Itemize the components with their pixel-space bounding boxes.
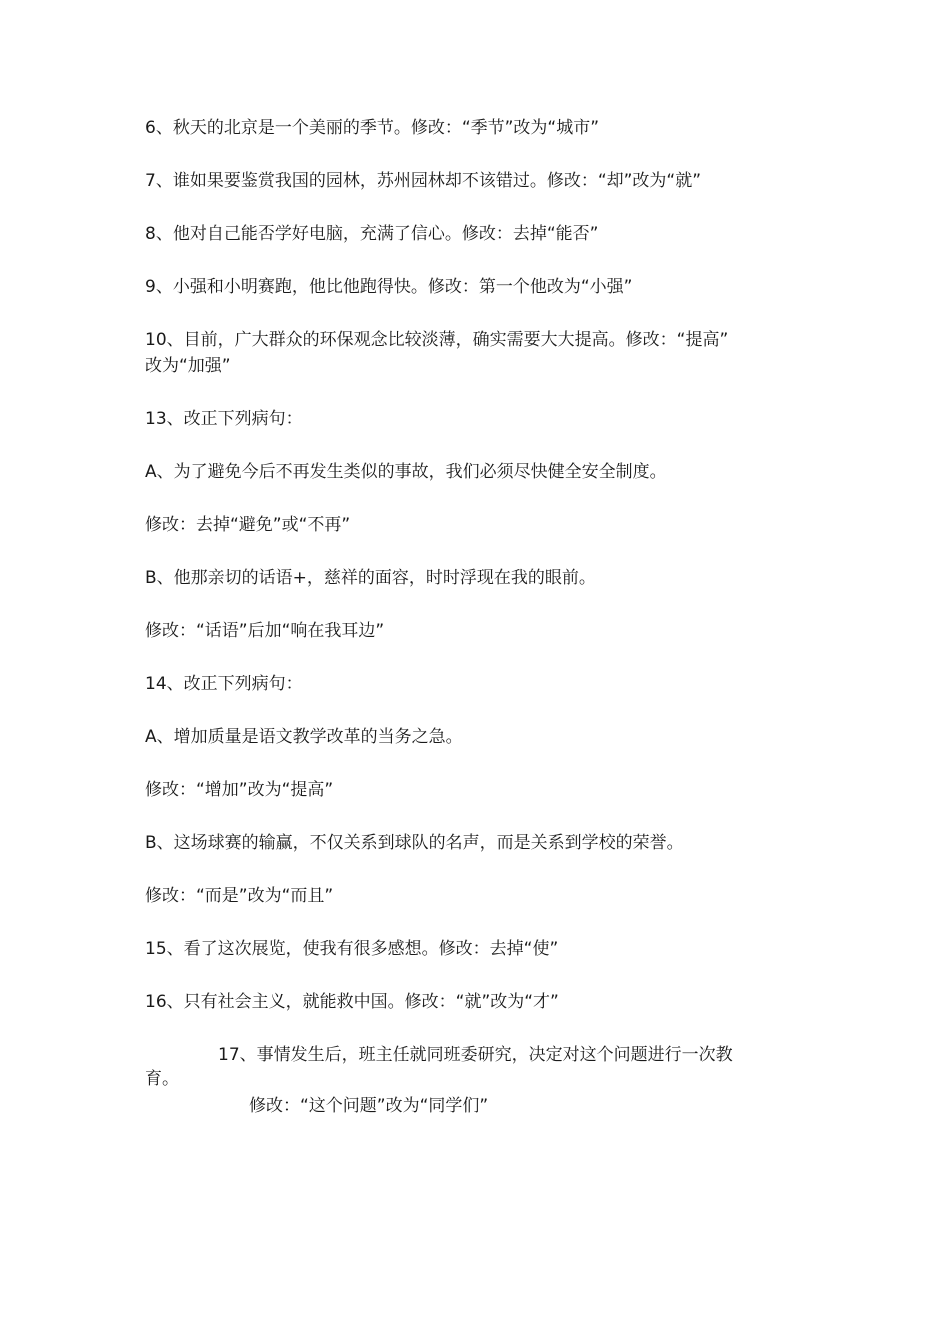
text-line-17-cont: 育。 [145,1069,179,1089]
text-line-13b-fix: 修改：“话语”后加“响在我耳边” [145,621,385,641]
text-line-10: 10、目前，广大群众的环保观念比较淡薄，确实需要大大提高。修改：“提高” [145,330,729,350]
text-line-9: 9、小强和小明赛跑，他比他跑得快。修改：第一个他改为“小强” [145,277,633,297]
text-line-8: 8、他对自己能否学好电脑，充满了信心。修改：去掉“能否” [145,224,599,244]
text-line-14-heading: 14、改正下列病句： [145,674,303,694]
text-line-15: 15、看了这次展览，使我有很多感想。修改：去掉“使” [145,939,559,959]
text-line-13-heading: 13、改正下列病句： [145,409,303,429]
text-line-17: 17、事情发生后，班主任就同班委研究，决定对这个问题进行一次教 [218,1045,733,1065]
text-line-17-fix: 修改：“这个问题”改为“同学们” [249,1096,489,1116]
text-line-6: 6、秋天的北京是一个美丽的季节。修改：“季节”改为“城市” [145,118,600,138]
text-line-16: 16、只有社会主义，就能救中国。修改：“就”改为“才” [145,992,559,1012]
text-line-14b: B、这场球赛的输赢，不仅关系到球队的名声，而是关系到学校的荣誉。 [145,833,684,853]
text-line-13a: A、为了避免今后不再发生类似的事故，我们必须尽快健全安全制度。 [145,462,667,482]
text-line-14a-fix: 修改：“增加”改为“提高” [145,780,334,800]
text-line-13a-fix: 修改：去掉“避免”或“不再” [145,515,351,535]
text-line-14b-fix: 修改：“而是”改为“而且” [145,886,334,906]
text-line-10-cont: 改为“加强” [145,356,231,376]
text-line-7: 7、谁如果要鉴赏我国的园林，苏州园林却不该错过。修改：“却”改为“就” [145,171,702,191]
text-line-14a: A、增加质量是语文教学改革的当务之急。 [145,727,463,747]
text-line-13b: B、他那亲切的话语+，慈祥的面容，时时浮现在我的眼前。 [145,568,596,588]
